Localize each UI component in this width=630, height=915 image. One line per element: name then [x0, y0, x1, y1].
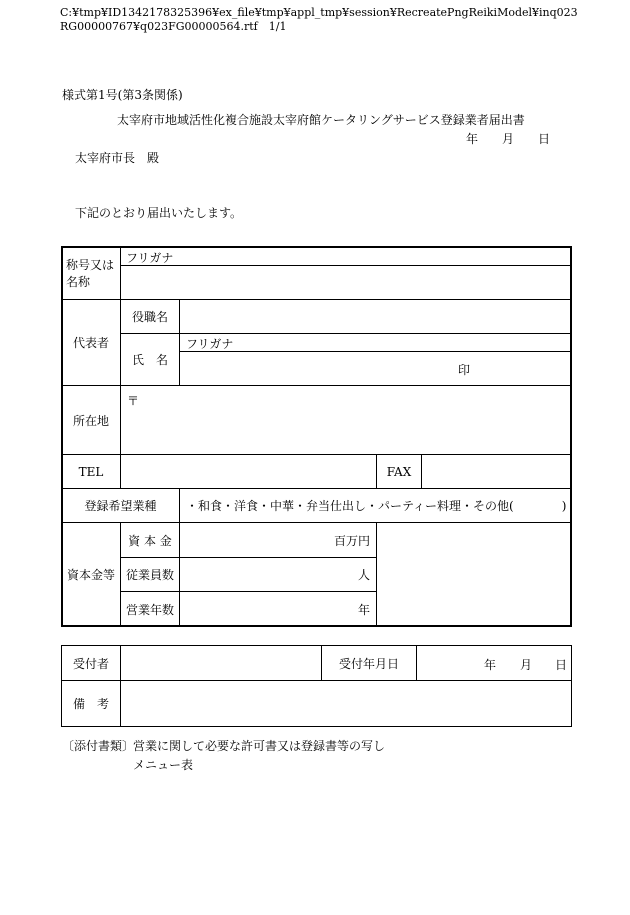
intro-text: 下記のとおり届出いたします。 — [75, 206, 243, 220]
date-year: 年 — [466, 132, 479, 146]
receiver-field[interactable] — [122, 647, 320, 679]
date-day: 日 — [538, 132, 551, 146]
postal-mark: 〒 — [127, 394, 140, 408]
years-unit[interactable]: 年 — [357, 602, 370, 617]
position-field[interactable] — [181, 301, 570, 332]
address-label: 所在地 — [72, 413, 109, 428]
reception-day: 日 — [555, 658, 568, 672]
capital-unit[interactable]: 百万円 — [333, 533, 370, 548]
years-label: 営業年数 — [125, 602, 174, 617]
employees-label: 従業員数 — [125, 568, 174, 582]
attachment-item-2: メニュー表 — [133, 758, 194, 772]
seal-mark: 印 — [458, 363, 471, 377]
fax-label: FAX — [386, 464, 412, 479]
employees-unit[interactable]: 人 — [357, 568, 370, 582]
style-label: 様式第1号(第3条関係) — [62, 88, 183, 102]
form-title: 太宰府市地域活性化複合施設太宰府館ケータリングサービス登録業者届出書 — [117, 113, 525, 127]
category-label: 登録希望業種 — [84, 499, 157, 513]
attachments-label: 〔添付書類〕 — [62, 739, 135, 753]
representative-label: 代表者 — [72, 336, 109, 350]
category-options[interactable]: ・和食・洋食・中華・弁当仕出し・パーティー料理・その他( ) — [186, 499, 567, 513]
file-path: C:¥tmp¥ID1342178325396¥ex_file¥tmp¥appl_tmp¥session¥RecreatePngReikiModel¥inq023RG00000767¥q023FG00000564.rtf 1/1 — [60, 6, 578, 33]
remarks-field[interactable] — [122, 682, 570, 725]
name-label: 称号又は名称 — [66, 258, 115, 289]
addressee: 太宰府市長 殿 — [75, 151, 160, 165]
capital-label: 資 本 金 — [128, 533, 172, 548]
name-field[interactable] — [122, 267, 570, 298]
rep-furigana: フリガナ — [186, 337, 234, 351]
position-label: 役職名 — [131, 310, 168, 324]
reception-month: 月 — [520, 658, 533, 672]
capital-group-label: 資本金等 — [66, 568, 115, 582]
receiver-label: 受付者 — [72, 656, 109, 671]
address-field[interactable] — [140, 387, 570, 453]
rep-name-field[interactable] — [181, 353, 570, 384]
date-month: 月 — [502, 132, 515, 146]
remarks-label: 備 考 — [72, 697, 109, 711]
tel-label: TEL — [78, 464, 104, 479]
name-furigana: フリガナ — [126, 251, 174, 265]
reception-date-label: 受付年月日 — [338, 656, 399, 671]
fax-field[interactable] — [423, 456, 570, 487]
tel-field[interactable] — [122, 456, 375, 487]
attachment-item-1: 営業に関して必要な許可書又は登録書等の写し — [133, 739, 386, 753]
person-name-label: 氏 名 — [131, 353, 168, 367]
reception-year: 年 — [484, 658, 497, 672]
